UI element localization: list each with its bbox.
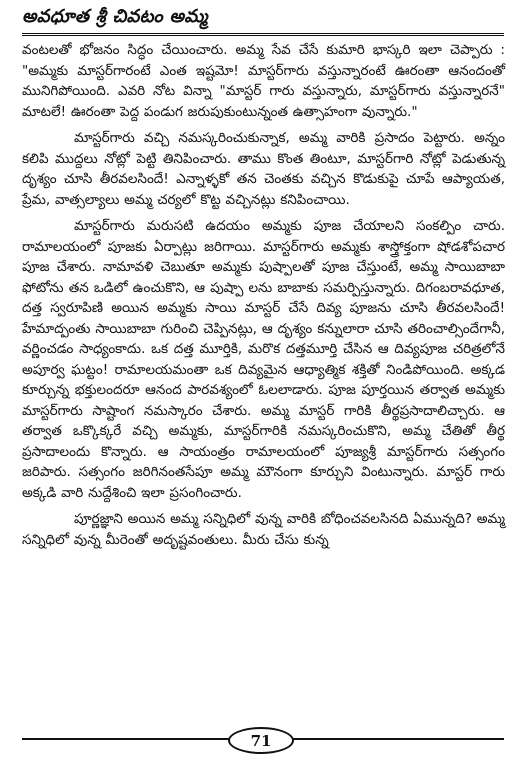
paragraph: వంటలతో భోజనం సిద్ధం చేయించారు. అమ్మ సేవ చేసే కుమారి భాస్కరి ఇలా చెప్పారు : "అమ్మకు మాస్టర్‌గారంటే ఎంత ఇష్టమో! మాస్టర్‌గారు వస్తున్నారంటే ఊరంతా ఆనందంతో మునిగిపోయింది. ఎవరి నోట విన్నా "మాస్టర్ గారు వస్తున్నారు, మాస్టర్‌గారు వస్తున్నారనే" మాటలే! ఊరంతా పెద్ద పండుగ జరుపుకుంటున్నంత ఉత్సాహంగా వున్నారు."	[22, 42, 505, 120]
header-divider	[22, 33, 504, 36]
running-title: అవధూత శ్రీ చివటం అమ్మ	[22, 6, 208, 27]
page-number-badge	[228, 727, 294, 754]
paragraph: పూర్ణజ్ఞాని అయిన అమ్మ సన్నిధిలో వున్న వారికి బోధించవలసినది ఏమున్నది? అమ్మ సన్నిధిలో వున్న మీరెంతో అదృష్టవంతులు. మీరు చేసు కున్న	[22, 511, 505, 548]
paragraph: మాస్టర్‌గారు మరుసటి ఉదయం అమ్మకు పూజ చేయాలని సంకల్పిం చారు. రామాలయంలో పూజకు ఏర్పాట్లు జరిగాయి. మాస్టర్‌గారు అమ్మకు శాస్త్రోక్తంగా షోడశోపచార పూజ చేశారు. నామావళి చెబుతూ అమ్మకు పుష్పాలతో పూజ చేస్తుంటే, అమ్మ సాయిబాబా ఫోటోను తన ఒడిలో ఉంచుకొని, ఆ పుష్పా లను బాబాకు సమర్పిస్తున్నారు. దిగంబరావధూత, దత్త స్వరూపిణి అయిన అమ్మకు సాయి మాస్టర్ చేసే దివ్య పూజను చూసి తీరవలసిందే! హేమాద్పంతు సాయిబాబా గురించి చెప్పినట్లు, ఆ దృశ్యం కన్నులారా చూసి తరించాల్సిందేగానీ, వర్ణించడం సాధ్యంకాదు. ఒక దత్త మూర్తికి, మరొక దత్తమూర్తి చేసిన ఆ దివ్యపూజ చరిత్రలోనే అపూర్వ ఘట్టం! రామాలయమంతా ఒక దివ్యమైన ఆధ్యాత్మిక శక్తితో నిండిపోయింది. అక్కడ కూర్చున్న భక్తులందరూ ఆనంద పారవశ్యంలో ఓలలాడారు. పూజ పూర్తయిన తర్వాత అమ్మకు మాస్టర్‌గారు సాష్టాంగ నమస్కారం చేశారు. అమ్మ మాస్టర్ గారికి తీర్థప్రసాదాలిచ్చారు. ఆ తర్వాత ఒక్కొక్కరే వచ్చి అమ్మకు, మాస్టర్‌గారికి నమస్కరించుకొని, అమ్మ చేతితో తీర్థ ప్రసాదాలందు కొన్నారు. ఆ సాయంత్రం రామాలయంలో పూజ్యశ్రీ మాస్టర్‌గారు సత్సంగం జరిపారు. సత్సంగం జరిగినంతసేపూ అమ్మ మౌనంగా కూర్చుని వింటున్నారు. మాస్టర్ గారు అక్కడి వారి నుద్దేశించి ఇలా ప్రసంగించారు.	[22, 218, 505, 501]
paragraph: మాస్టర్‌గారు వచ్చి నమస్కరించుకున్నాక, అమ్మ వారికి ప్రసాదం పెట్టారు. అన్నం కలిపి ముద్దలు నోట్లో పెట్టి తినిపించారు. తాము కొంత తింటూ, మాస్టర్‌గారి నోట్లో పెడుతున్న దృశ్యం చూసి తీరవలసిందే! ఎన్నాళ్ళకో తన చెంతకు వచ్చిన కొడుకుపై చూపే ఆప్యాయత, ప్రేమ, వాత్సల్యాలు అమ్మ చర్యలో కొట్ట వచ్చినట్లు కనిపించాయి.	[22, 130, 505, 208]
page-number: 71	[250, 731, 272, 750]
page-body	[22, 40, 505, 556]
page-header	[22, 4, 504, 34]
